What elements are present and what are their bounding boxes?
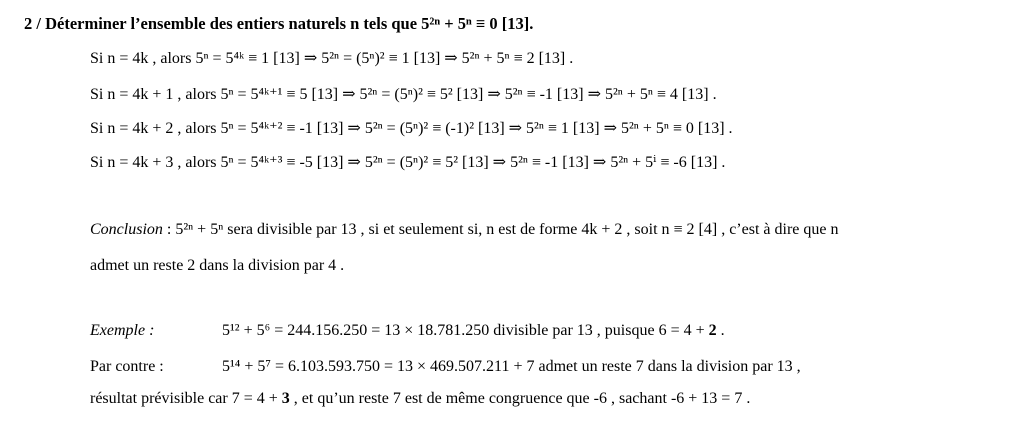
example-end: . — [716, 322, 725, 339]
contrast-line-2 — [90, 389, 750, 409]
contrast-line — [90, 357, 801, 377]
case-line: Si n = 4k + 3 , alors 5ⁿ = 5⁴ᵏ⁺³ ≡ -5 [13] ⇒ 5²ⁿ = (5ⁿ)² ≡ 5² [13] ⇒ 5²ⁿ ≡ -1 [13] ⇒ 5²ⁿ + 5ⁱ ≡ -6 [13] . — [90, 154, 726, 171]
contrast-text: 5¹⁴ + 5⁷ = 6.103.593.750 = 13 × 469.507.211 + 7 admet un reste 7 dans la division par 13 , — [222, 358, 801, 375]
contrast-label: Par contre : — [90, 358, 164, 375]
contrast-line2-bold: 3 — [281, 390, 290, 407]
example-line — [90, 321, 725, 341]
case-line: Si n = 4k + 2 , alors 5ⁿ = 5⁴ᵏ⁺² ≡ -1 [13] ⇒ 5²ⁿ = (5ⁿ)² ≡ (-1)² [13] ⇒ 5²ⁿ ≡ 1 [13] ⇒ 5²ⁿ + 5ⁿ ≡ 0 [13] . — [90, 120, 733, 137]
conclusion-line — [90, 220, 838, 240]
example-label: Exemple : — [90, 322, 155, 339]
case-line: Si n = 4k , alors 5ⁿ = 5⁴ᵏ ≡ 1 [13] ⇒ 5²ⁿ = (5ⁿ)² ≡ 1 [13] ⇒ 5²ⁿ + 5ⁿ ≡ 2 [13] . — [90, 50, 574, 67]
conclusion-line-2: admet un reste 2 dans la division par 4 . — [90, 257, 345, 274]
contrast-line2-pre: résultat prévisible car 7 = 4 + — [90, 390, 282, 407]
contrast-line2-post: , et qu’un reste 7 est de même congruence que -6 , sachant -6 + 13 = 7 . — [289, 390, 751, 407]
example-text: 5¹² + 5⁶ = 244.156.250 = 13 × 18.781.250 divisible par 13 , puisque 6 = 4 + — [222, 322, 709, 339]
conclusion-label: Conclusion — [90, 221, 163, 238]
example-bold: 2 — [708, 322, 717, 339]
conclusion-text: : 5²ⁿ + 5ⁿ sera divisible par 13 , si et seulement si, n est de forme 4k + 2 , soit n ≡ 2 [4] , c’est à dire que n — [162, 221, 839, 238]
section-heading: 2 / Déterminer l’ensemble des entiers naturels n tels que 5²ⁿ + 5ⁿ ≡ 0 [13]. — [24, 14, 534, 33]
case-line: Si n = 4k + 1 , alors 5ⁿ = 5⁴ᵏ⁺¹ ≡ 5 [13] ⇒ 5²ⁿ = (5ⁿ)² ≡ 5² [13] ⇒ 5²ⁿ ≡ -1 [13] ⇒ 5²ⁿ + 5ⁿ ≡ 4 [13] . — [90, 86, 717, 103]
